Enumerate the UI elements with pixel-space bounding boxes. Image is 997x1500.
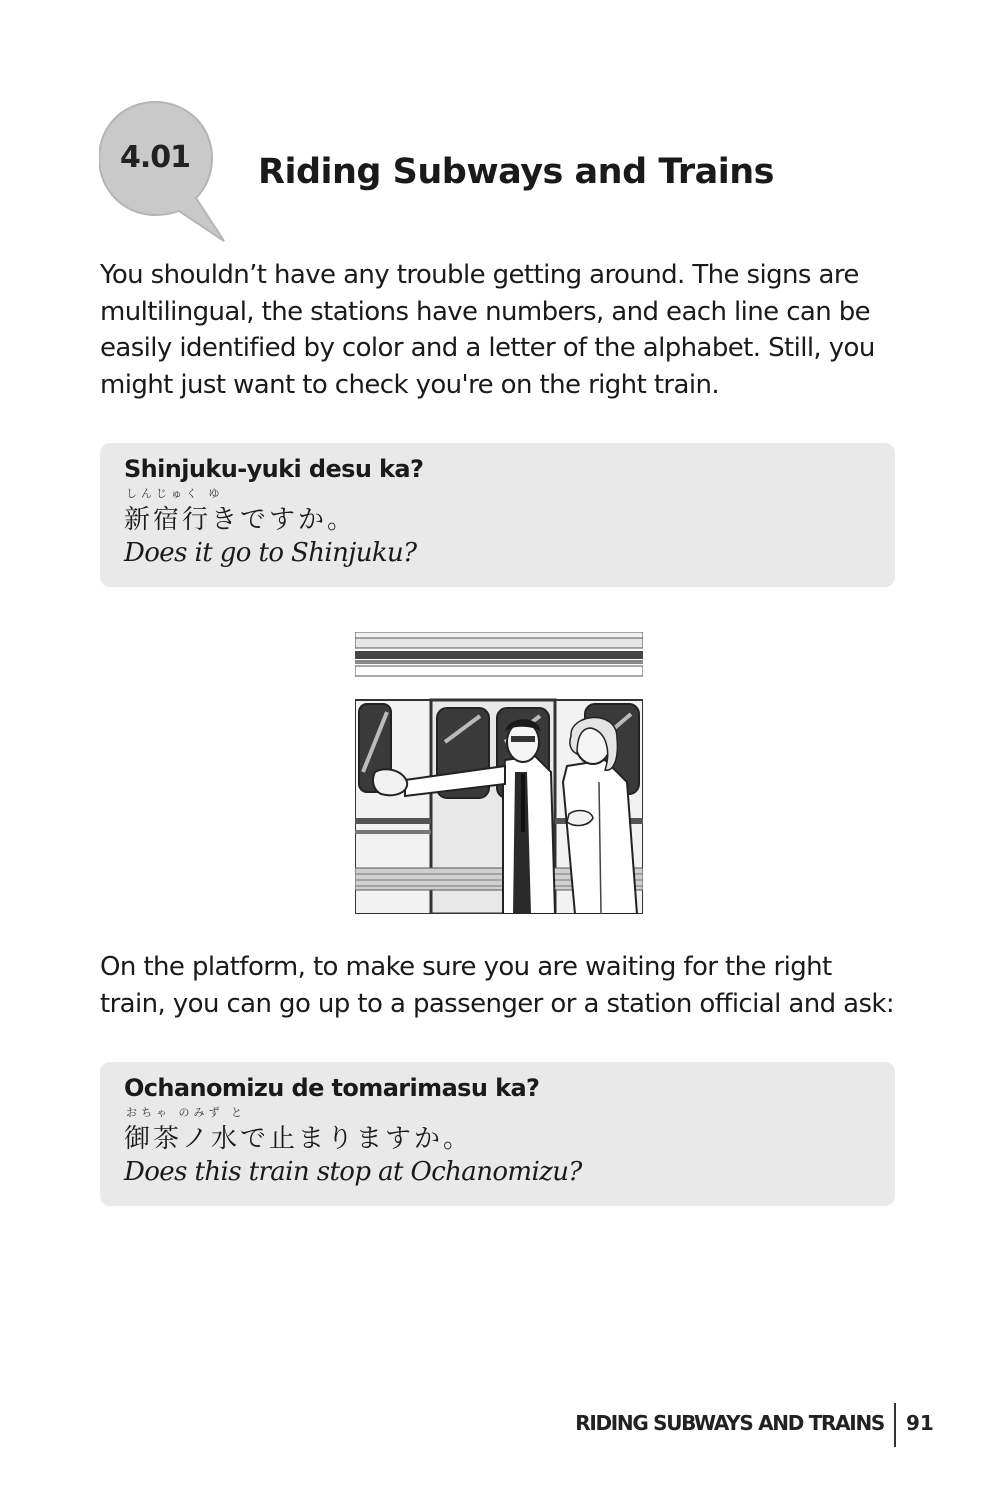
platform-paragraph: On the platform, to make sure you are waiting for the right train, you can go up to a passenger or a station official and ask: (100, 952, 895, 1019)
section-number: 4.01 (119, 140, 191, 175)
intro-paragraph: You shouldn’t have any trouble getting around. The signs are multilingual, the stations have numbers, and each line can be easily identified by color and a letter of the alphabet. Still, you might just want to check you're on the right train. (100, 260, 875, 400)
phrase-box-ochanomizu (100, 1062, 895, 1206)
phrase-english: Does it go to Shinjuku? (124, 538, 417, 568)
phrase-romaji: Shinjuku-yuki desu ka? (124, 455, 424, 483)
train-platform-illustration (355, 632, 643, 914)
section-badge (99, 100, 229, 245)
phrase-furigana: しんじゅく ゆ (126, 487, 224, 500)
page-number: 91 (906, 1411, 934, 1435)
phrase-furigana: おちゃ のみず と (126, 1106, 246, 1119)
phrase-romaji: Ochanomizu de tomarimasu ka? (124, 1074, 540, 1102)
phrase-japanese: 新宿行きですか。 (124, 505, 357, 535)
footer-divider (894, 1403, 896, 1447)
running-title: RIDING SUBWAYS AND TRAINS (575, 1411, 884, 1435)
phrase-english: Does this train stop at Ochanomizu? (124, 1157, 582, 1187)
phrase-box-shinjuku (100, 443, 895, 587)
phrase-japanese: 御茶ノ水で止まりますか。 (124, 1124, 473, 1154)
section-title: Riding Subways and Trains (258, 152, 774, 192)
